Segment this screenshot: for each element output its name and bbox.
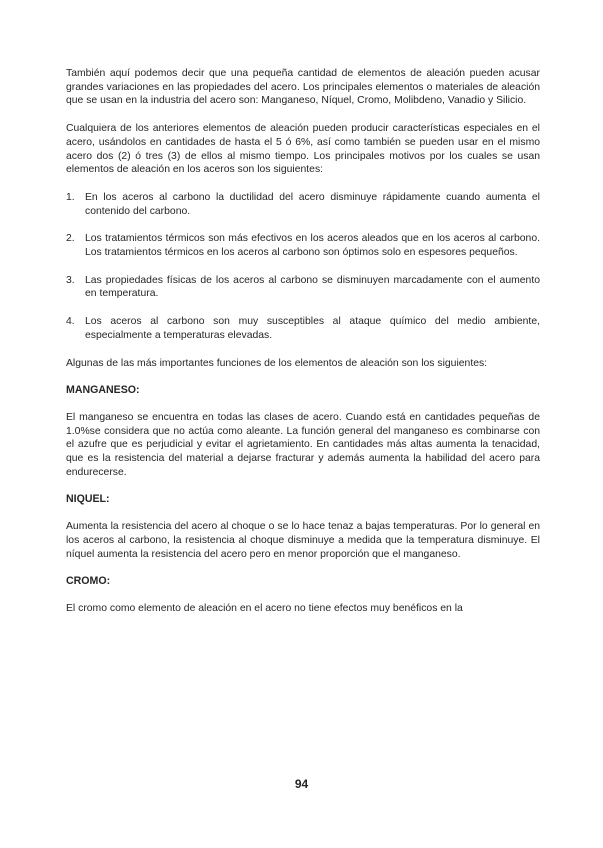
functions-intro: Algunas de las más importantes funciones de los elementos de aleación son los siguientes: — [66, 357, 488, 369]
page-number: 94 — [294, 777, 309, 791]
list-item — [66, 232, 540, 259]
intro-paragraph-2: Cualquiera de los anteriores elementos de aleación pueden producir características especiales en el acero, usándolos en cantidades de hasta el 5 ó 6%, así como también se pueden usar en el mismo acero dos (2) ó tres (3) de ellos al mismo tiempo. Los principales motivos por los cuales se usan elementos de aleación en los aceros son los siguientes: — [66, 123, 540, 176]
list-item-text: Las propiedades físicas de los aceros al carbono se disminuyen marcadamente con el aumento en temperatura. — [85, 274, 540, 300]
list-item-text: Los aceros al carbono son muy susceptibles al ataque químico del medio ambiente, especialmente a temperaturas elevadas. — [85, 316, 540, 341]
page-body — [66, 67, 540, 630]
section-text-cromo: El cromo como elemento de aleación en el acero no tiene efectos muy benéficos en la — [66, 602, 463, 614]
list-item — [66, 274, 540, 301]
section-heading-manganeso: MANGANESO: — [66, 384, 140, 397]
list-item-number: 2. — [66, 233, 75, 245]
list-item-number: 3. — [66, 274, 75, 286]
section-text-niquel: Aumenta la resistencia del acero al choque o se lo hace tenaz a bajas temperaturas. Por lo general en los aceros al carbono, la resistencia al choque disminuye a medida que la temperatura disminuye. El níquel aumenta la resistencia del acero pero en menor proporción que el manganeso. — [66, 521, 540, 560]
list-item — [66, 315, 540, 342]
section-text-manganeso: El manganeso se encuentra en todas las clases de acero. Cuando está en cantidades pequeñas de 1.0%se considera que no actúa como aleante. La función general del manganeso es combinarse con el azufre que es perjudicial y evitar el agrietamiento. En cantidades más altas aumenta la tenacidad, que es la resistencia del material a dejarse fracturar y además aumenta la habilidad del acero para endurecerse. — [66, 411, 540, 478]
intro-paragraph-1: También aquí podemos decir que una pequeña cantidad de elementos de aleación pueden acusar grandes variaciones en las propiedades del acero. Los principales elementos o materiales de aleación que se usan en la industria del acero son: Manganeso, Níquel, Cromo, Molibdeno, Vanadio y Silicio. — [66, 68, 540, 107]
section-heading-cromo: CROMO: — [66, 575, 111, 588]
list-item-text: Los tratamientos térmicos son más efectivos en los aceros aleados que en los aceros al carbono. Los tratamientos térmicos en los aceros al carbono son óptimos solo en espesores pequeños. — [85, 233, 540, 259]
reasons-list — [66, 191, 540, 343]
list-item-number: 1. — [66, 191, 75, 203]
section-heading-niquel: NIQUEL: — [66, 493, 110, 506]
list-item-text: En los aceros al carbono la ductilidad del acero disminuye rápidamente cuando aumenta el contenido del carbono. — [85, 191, 540, 217]
list-item — [66, 191, 540, 218]
list-item-number: 4. — [66, 316, 75, 328]
